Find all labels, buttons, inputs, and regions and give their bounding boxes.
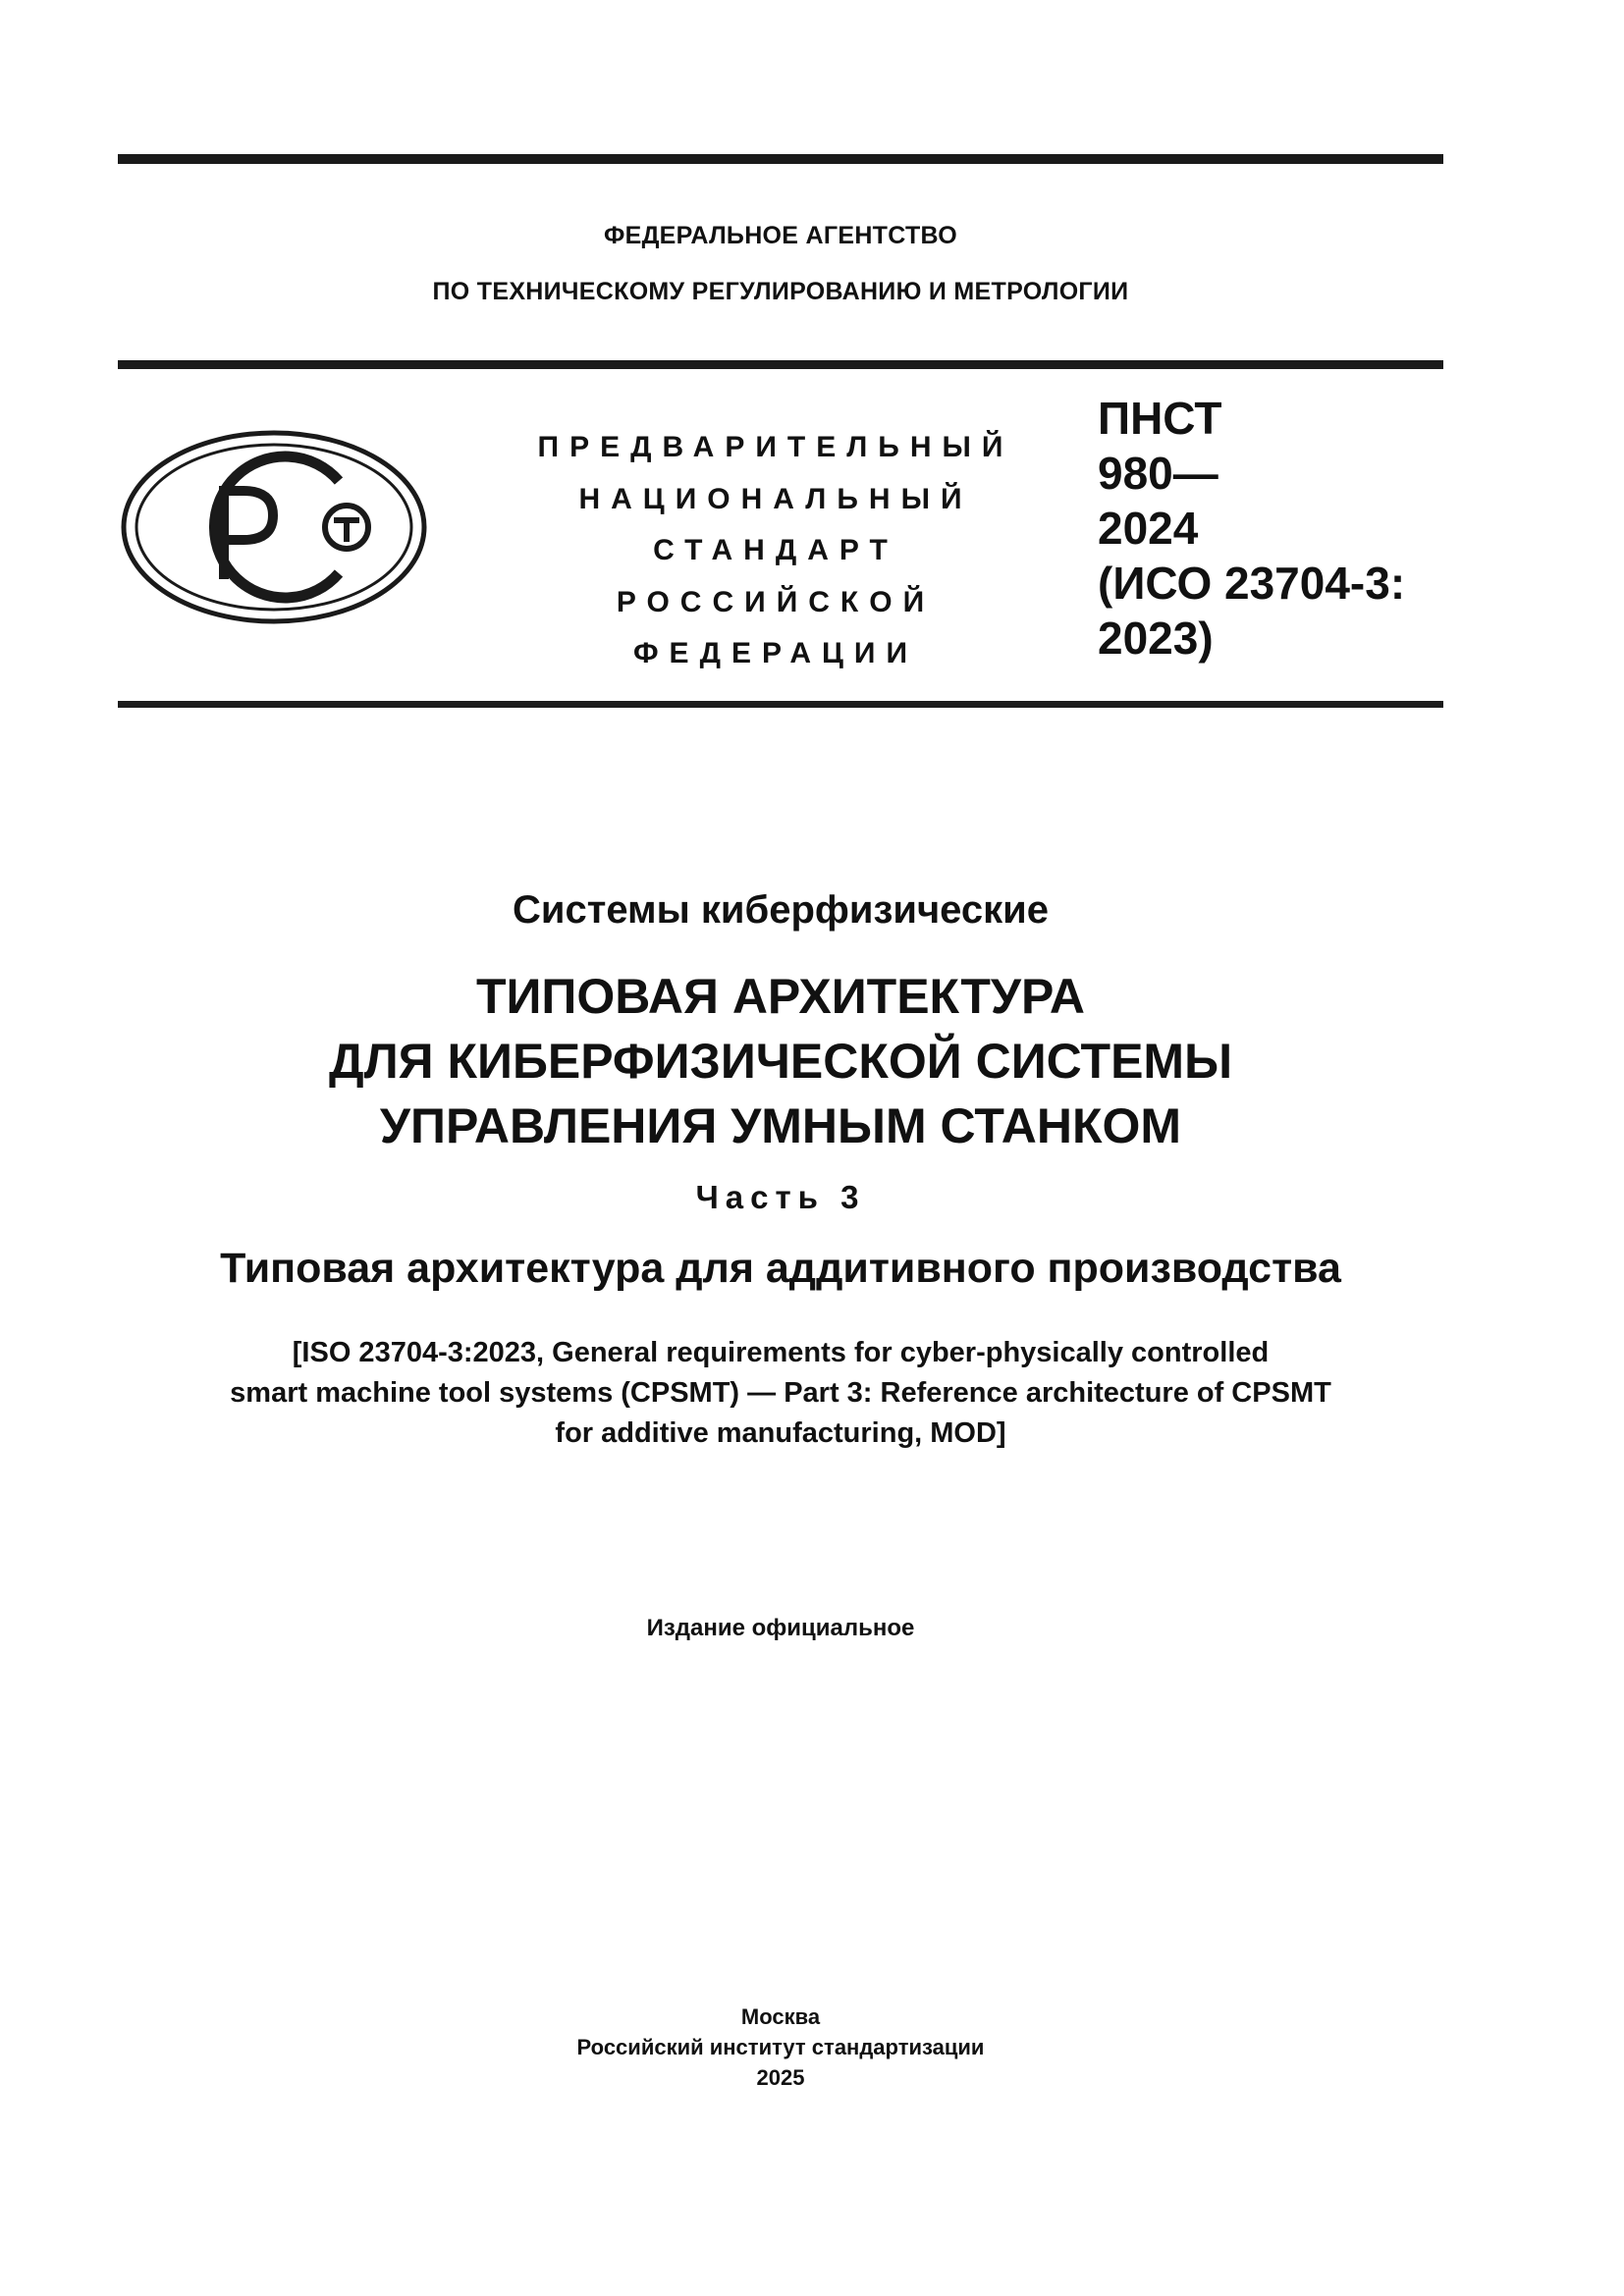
imprint <box>98 2002 1463 2093</box>
standard-name-line: ФЕДЕРАЦИИ <box>632 637 919 669</box>
standard-name-line: РОССИЙСКОЙ <box>616 585 936 618</box>
title-line: ДЛЯ КИБЕРФИЗИЧЕСКОЙ СИСТЕМЫ <box>328 1034 1233 1089</box>
subject: Системы киберфизические <box>513 888 1049 932</box>
imprint-year: 2025 <box>756 2065 805 2090</box>
iso-reference-line: [ISO 23704-3:2023, General requirements for cyber-physically controlled <box>292 1337 1270 1368</box>
top-rule <box>118 154 1443 164</box>
edition-note: Издание официальное <box>646 1615 915 1641</box>
header-bottom-rule <box>118 701 1443 708</box>
standard-code-line: (ИСО 23704-3: <box>1098 558 1406 609</box>
imprint-publisher: Российский институт стандартизации <box>576 2035 985 2059</box>
agency-line-1: ФЕДЕРАЛЬНОЕ АГЕНТСТВО <box>603 222 958 249</box>
standard-code-line: 980— <box>1098 448 1218 499</box>
standard-code-line: 2023) <box>1098 613 1214 664</box>
standard-name <box>511 422 1041 680</box>
standard-code <box>1098 391 1432 666</box>
document-title <box>98 964 1463 1158</box>
standard-name-line: ПРЕДВАРИТЕЛЬНЫЙ <box>537 431 1014 463</box>
part-label: Часть 3 <box>695 1179 866 1215</box>
standard-name-line: НАЦИОНАЛЬНЫЙ <box>578 482 973 515</box>
agency-line-2: ПО ТЕХНИЧЕСКОМУ РЕГУЛИРОВАНИЮ И МЕТРОЛОГИИ <box>432 278 1129 305</box>
standard-code-line: 2024 <box>1098 503 1199 554</box>
standard-name-line: СТАНДАРТ <box>653 534 898 566</box>
title-line: ТИПОВАЯ АРХИТЕКТУРА <box>475 969 1086 1024</box>
title-line: УПРАВЛЕНИЯ УМНЫМ СТАНКОМ <box>379 1098 1182 1153</box>
iso-reference <box>98 1333 1463 1454</box>
gost-r-logo-icon <box>118 424 430 630</box>
iso-reference-line: for additive manufacturing, MOD] <box>555 1417 1006 1449</box>
part-title: Типовая архитектура для аддитивного производства <box>220 1245 1341 1292</box>
iso-reference-line: smart machine tool systems (CPSMT) — Part 3: Reference architecture of CPSMT <box>230 1377 1331 1409</box>
standard-code-line: ПНСТ <box>1098 393 1222 444</box>
header-rule <box>118 360 1443 369</box>
imprint-city: Москва <box>740 2004 821 2029</box>
